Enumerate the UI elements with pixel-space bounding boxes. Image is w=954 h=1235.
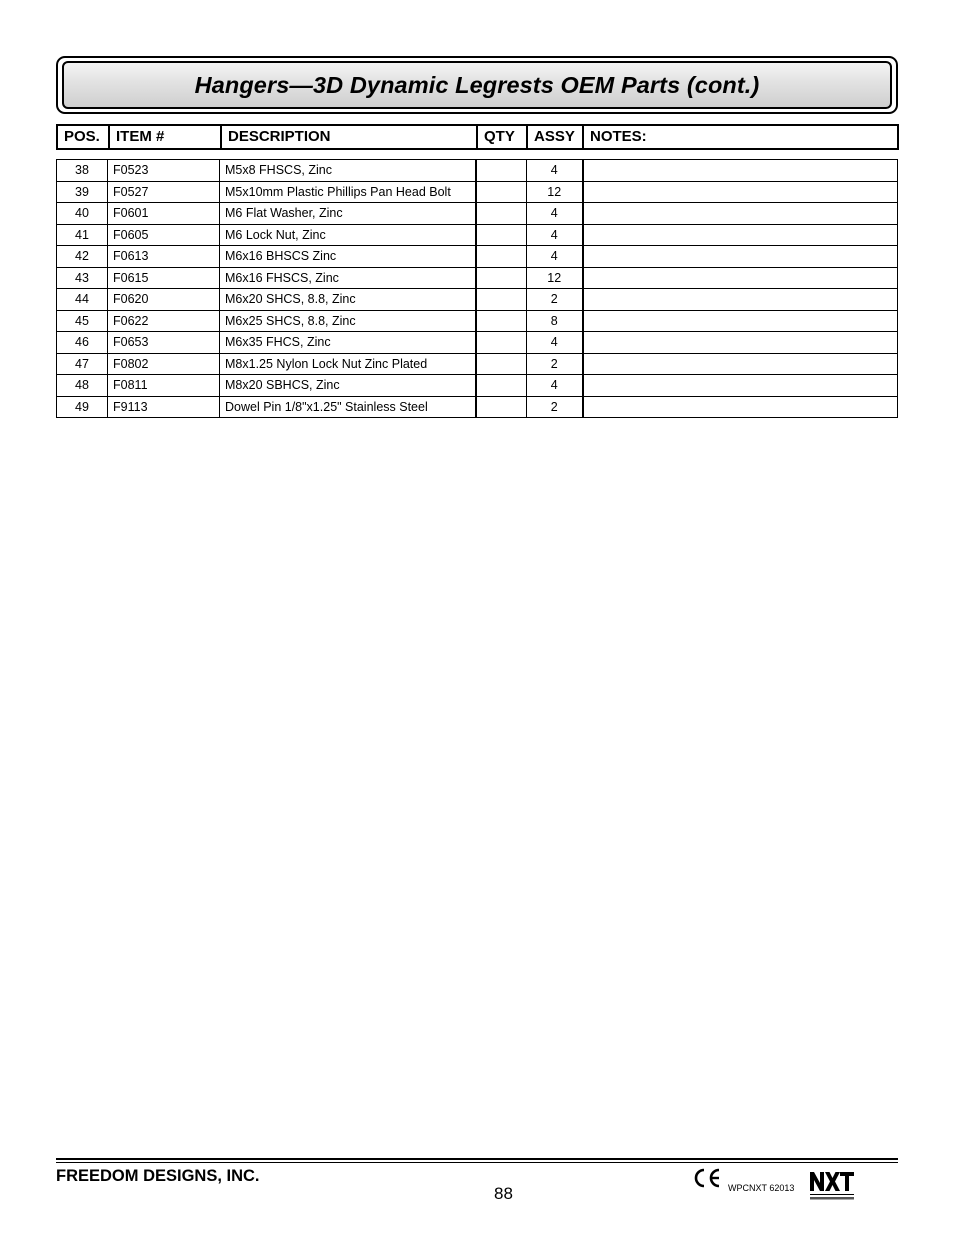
cell-item: F0613 [108,246,220,268]
cell-assy: 4 [527,375,583,397]
cell-notes [583,310,898,332]
page-title: Hangers—3D Dynamic Legrests OEM Parts (cont.) [194,71,760,98]
table-row [57,246,898,268]
cell-notes [583,181,898,203]
title-banner-inner [62,61,892,109]
table-header [56,124,899,150]
table-row [57,267,898,289]
nxt-logo-icon [808,1169,856,1203]
cell-assy: 4 [527,246,583,268]
cell-notes [583,160,898,182]
cell-notes [583,396,898,418]
cell-notes [583,375,898,397]
cell-qty [476,396,527,418]
cell-qty [476,181,527,203]
header-pos: POS. [58,126,110,148]
cell-item: F0802 [108,353,220,375]
cell-pos: 44 [57,289,108,311]
table-row [57,310,898,332]
cell-item: F0653 [108,332,220,354]
cell-qty [476,203,527,225]
cell-item: F0605 [108,224,220,246]
cell-item: F0601 [108,203,220,225]
cell-qty [476,160,527,182]
cell-assy: 2 [527,289,583,311]
cell-description: M6x20 SHCS, 8.8, Zinc [220,289,476,311]
footer-rule [56,1158,898,1160]
cell-description: M6 Lock Nut, Zinc [220,224,476,246]
parts-table [56,159,898,418]
table-row [57,375,898,397]
cell-notes [583,224,898,246]
cell-assy: 12 [527,267,583,289]
cell-item: F0615 [108,267,220,289]
footer-rule-thin [56,1162,898,1163]
page-number: 88 [494,1184,513,1203]
cell-pos: 46 [57,332,108,354]
header-assy: ASSY [528,126,584,148]
cell-pos: 38 [57,160,108,182]
cell-item: F0527 [108,181,220,203]
cell-description: M6x35 FHCS, Zinc [220,332,476,354]
parts-table-body [57,160,898,418]
cell-description: M8x20 SBHCS, Zinc [220,375,476,397]
cell-description: M6x16 FHSCS, Zinc [220,267,476,289]
cell-qty [476,332,527,354]
table-row [57,160,898,182]
table-row [57,396,898,418]
cell-assy: 2 [527,396,583,418]
document-number: WPCNXT 62013 [728,1183,795,1193]
cell-pos: 43 [57,267,108,289]
cell-assy: 12 [527,181,583,203]
cell-item: F9113 [108,396,220,418]
cell-assy: 4 [527,224,583,246]
cell-description: M8x1.25 Nylon Lock Nut Zinc Plated [220,353,476,375]
cell-qty [476,353,527,375]
cell-description: M5x8 FHSCS, Zinc [220,160,476,182]
cell-description: M6x25 SHCS, 8.8, Zinc [220,310,476,332]
cell-description: M6x16 BHSCS Zinc [220,246,476,268]
header-description: DESCRIPTION [222,126,478,148]
cell-item: F0811 [108,375,220,397]
cell-pos: 42 [57,246,108,268]
ce-mark-icon [692,1166,722,1190]
cell-notes [583,289,898,311]
table-row [57,289,898,311]
cell-qty [476,375,527,397]
cell-notes [583,246,898,268]
cell-assy: 4 [527,332,583,354]
company-name: FREEDOM DESIGNS, INC. [56,1167,260,1185]
cell-assy: 4 [527,160,583,182]
cell-notes [583,353,898,375]
cell-item: F0523 [108,160,220,182]
cell-notes [583,203,898,225]
table-row [57,203,898,225]
cell-assy: 4 [527,203,583,225]
table-row [57,332,898,354]
cell-qty [476,289,527,311]
cell-pos: 48 [57,375,108,397]
cell-notes [583,267,898,289]
header-notes: NOTES: [590,128,647,145]
cell-description: M6 Flat Washer, Zinc [220,203,476,225]
cell-pos: 39 [57,181,108,203]
cell-qty [476,267,527,289]
cell-pos: 40 [57,203,108,225]
cell-description: Dowel Pin 1/8"x1.25" Stainless Steel [220,396,476,418]
table-row [57,181,898,203]
cell-item: F0620 [108,289,220,311]
table-row [57,353,898,375]
cell-qty [476,224,527,246]
cell-assy: 8 [527,310,583,332]
cell-description: M5x10mm Plastic Phillips Pan Head Bolt [220,181,476,203]
table-row [57,224,898,246]
cell-notes [583,332,898,354]
cell-assy: 2 [527,353,583,375]
header-qty: QTY [478,126,528,148]
cell-pos: 49 [57,396,108,418]
cell-pos: 41 [57,224,108,246]
cell-pos: 47 [57,353,108,375]
header-item: ITEM # [110,126,222,148]
title-banner [56,56,898,114]
cell-qty [476,246,527,268]
cell-qty [476,310,527,332]
cell-pos: 45 [57,310,108,332]
cell-item: F0622 [108,310,220,332]
